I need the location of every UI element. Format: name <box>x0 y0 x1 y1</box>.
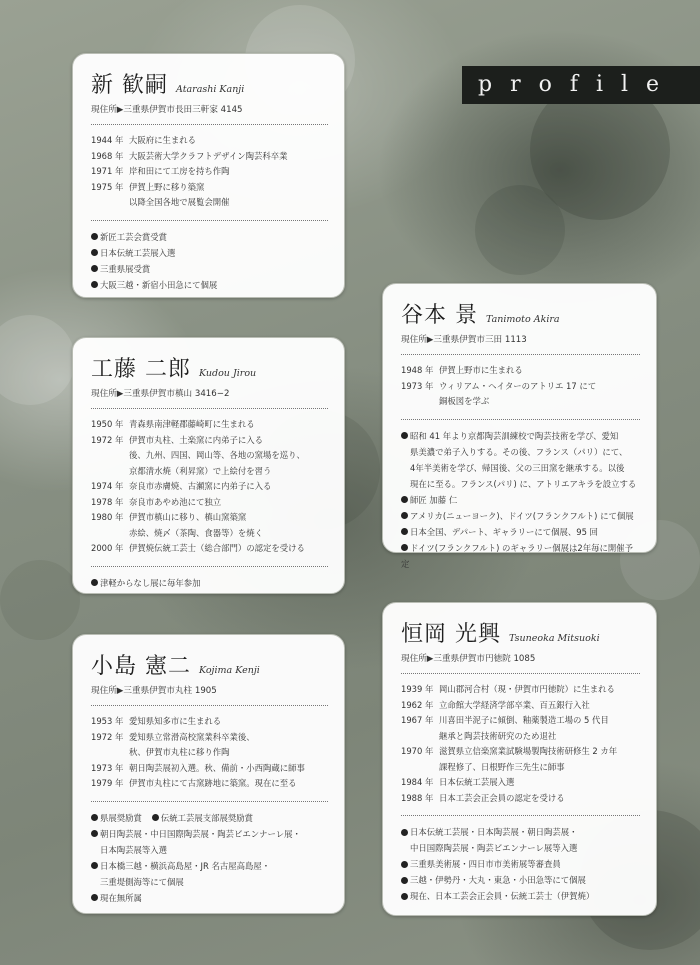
history-row: 1971 年 岸和田にて工房を持ち作陶 <box>91 166 230 176</box>
award-item: 三越・伊勢丹・大丸・東急・小田急等にて個展 <box>401 872 640 888</box>
award-item: 現在、日本工芸会正会員・伝統工芸士（伊賀焼） <box>401 888 640 904</box>
profile-card-tanimoto <box>382 283 657 569</box>
history-row-continued: 以降全国各地で展覧会開催 <box>129 197 230 207</box>
history-row-continued: 継承と陶芸技術研究のため退社 <box>439 730 557 741</box>
history-row-continued: 赤絵、焼〆（茶陶、食器等）を焼く <box>129 527 263 538</box>
dotted-divider <box>91 408 328 409</box>
history-row: 1988 年 日本工芸会正会員の認定を受ける <box>401 792 565 803</box>
history-row-continued: 後、九州、四国、岡山等、各地の窯場を巡り、 <box>129 450 305 460</box>
profile-card-atarashi <box>72 53 345 298</box>
award-item: 新匠工芸会賞受賞 <box>91 229 328 245</box>
artist-address: 現住所▶三重県伊賀市丸柱 1905 <box>91 686 217 696</box>
artist-name: 谷本 景 <box>401 303 478 328</box>
artist-name-roman: Tsuneoka Mitsuoki <box>509 633 600 644</box>
award-item: 日本全国、デパート、ギャラリーにて個展、95 回 <box>401 524 640 540</box>
profile-heading: profile <box>462 66 700 104</box>
dotted-divider <box>91 124 328 125</box>
award-item: 県展奨励賞 伝統工芸展支部展奨励賞 <box>91 810 328 826</box>
award-item: 三重県美術展・四日市市美術展等審査員 <box>401 856 640 872</box>
history-row-continued: 課程修了、日根野作三先生に師事 <box>439 761 565 772</box>
artist-name: 工藤 二郎 <box>91 357 191 382</box>
history-row: 1973 年 朝日陶芸展初入選。秋、備前・小西陶蔵に師事 <box>91 762 305 773</box>
bullet-icon <box>401 893 408 900</box>
profile-card-kojima <box>72 634 345 914</box>
award-item: 昭和 41 年より京都陶芸訓練校で陶芸技術を学び、愛知 <box>401 428 640 444</box>
bullet-icon <box>91 830 98 837</box>
award-item: 師匠 加藤 仁 <box>401 492 640 508</box>
artist-name: 小島 憲二 <box>91 654 191 679</box>
history-row-continued: 銅板図を学ぶ <box>439 396 490 406</box>
bullet-icon <box>401 432 408 439</box>
history-row: 1939 年 岡山郡河合村（現・伊賀市円徳院）に生まれる <box>401 684 615 694</box>
artist-name: 新 歓嗣 <box>91 73 168 98</box>
bullet-icon <box>401 544 408 551</box>
award-item-continued: 現在に至る。フランス(パリ) に、アトリエアキラを設立する <box>410 478 637 489</box>
bullet-icon <box>401 528 408 535</box>
history-row: 1984 年 日本伝統工芸展入選 <box>401 777 515 787</box>
history-row: 1972 年 愛知県立常滑高校窯業科卒業後、 <box>91 731 255 742</box>
award-item: 日本橋三越・横浜高島屋・JR 名古屋高島屋・ <box>91 858 328 874</box>
history-row: 1944 年 大阪府に生まれる <box>91 135 196 145</box>
artist-address: 現住所▶三重県伊賀市円徳院 1085 <box>401 654 536 664</box>
artist-name-roman: Kojima Kenji <box>199 665 260 676</box>
history-row: 1948 年 伊賀上野市に生まれる <box>401 365 523 375</box>
history-row: 1968 年 大阪芸術大学クラフトデザイン陶芸科卒業 <box>91 150 288 161</box>
history-row: 1974 年 奈良市赤膚焼、古瀬窯に内弟子に入る <box>91 481 272 491</box>
bullet-icon <box>401 829 408 836</box>
history-row: 1970 年 滋賀県立信楽窯業試験場製陶技術研修生 2 カ年 <box>401 746 618 756</box>
artist-address: 現住所▶三重県伊賀市三田 1113 <box>401 335 527 345</box>
award-item: ドイツ(フランクフルト) のギャラリー個展は2年毎に開催予定 <box>401 542 633 569</box>
award-item: 日本伝統工芸展・日本陶芸展・朝日陶芸展・ <box>401 824 640 840</box>
award-item: 日本伝統工芸展入選 <box>91 245 328 261</box>
history-row: 1978 年 奈良市あやめ池にて独立 <box>91 496 222 507</box>
profile-card-tsuneoka <box>382 602 657 916</box>
award-item-continued: 県美濃で弟子入りする。その後、フランス（パリ）にて、 <box>410 446 628 457</box>
award-item: 津軽からなし展に毎年参加 <box>91 575 328 591</box>
bullet-icon <box>91 814 98 821</box>
bullet-icon <box>91 894 98 901</box>
dotted-divider <box>401 673 640 674</box>
artist-name-roman: Atarashi Kanji <box>176 84 245 95</box>
dotted-divider <box>91 566 328 567</box>
award-item: 現在無所属 <box>91 890 328 906</box>
bullet-icon <box>152 814 159 821</box>
history-row-continued: 秋、伊賀市丸柱に移り作陶 <box>129 747 230 757</box>
dotted-divider <box>401 354 640 355</box>
bullet-icon <box>91 579 98 586</box>
award-item-continued: 日本陶芸展等入選 <box>100 844 167 855</box>
bullet-icon <box>91 249 98 256</box>
award-item-continued: 中日国際陶芸展・陶芸ビエンナーレ展等入選 <box>410 843 578 853</box>
dotted-divider <box>91 220 328 221</box>
bullet-icon <box>91 265 98 272</box>
artist-address: 現住所▶三重県伊賀市槙山 3416−2 <box>91 389 230 399</box>
artist-name-roman: Kudou Jirou <box>199 368 257 379</box>
bullet-icon <box>401 861 408 868</box>
history-row: 1953 年 愛知県知多市に生まれる <box>91 716 222 726</box>
history-row: 1980 年 伊賀市槙山に移り、槙山窯築窯 <box>91 512 247 522</box>
award-item: 三重県展受賞 <box>91 261 328 277</box>
award-item: 朝日陶芸展・中日国際陶芸展・陶芸ビエンナーレ展・ <box>91 826 328 842</box>
history-row: 1973 年 ウィリアム・ヘイターのアトリエ 17 にて <box>401 380 597 391</box>
history-row-continued: 京都清水焼（利昇窯）で上絵付を習う <box>129 465 272 476</box>
artist-address: 現住所▶三重県伊賀市長田三軒家 4145 <box>91 105 243 115</box>
artist-name-roman: Tanimoto Akira <box>486 314 560 325</box>
dotted-divider <box>91 801 328 802</box>
bullet-icon <box>91 281 98 288</box>
artist-name: 恒岡 光興 <box>401 622 501 647</box>
history-row: 1975 年 伊賀上野に移り築窯 <box>91 181 205 192</box>
history-row: 2000 年 伊賀焼伝統工芸士（総合部門）の認定を受ける <box>91 543 305 553</box>
bullet-icon <box>401 512 408 519</box>
dotted-divider <box>401 815 640 816</box>
award-item: アメリカ(ニューヨーク)、ドイツ(フランクフルト) にて個展 <box>401 508 640 524</box>
history-row: 1979 年 伊賀市丸柱にて古窯跡地に築窯。現在に至る <box>91 778 297 788</box>
award-item-continued: 4年半美術を学び、帰国後、父の三田窯を継承する。以後 <box>410 462 625 473</box>
award-item: 大阪三越・新宿小田急にて個展 <box>91 277 328 293</box>
award-item-continued: 三重堤側海等にて個展 <box>100 876 184 887</box>
bullet-icon <box>401 877 408 884</box>
profile-card-kudou <box>72 337 345 594</box>
dotted-divider <box>401 419 640 420</box>
bullet-icon <box>91 862 98 869</box>
bullet-icon <box>91 233 98 240</box>
history-row: 1962 年 立命館大学経済学部卒業、百五銀行入社 <box>401 699 590 710</box>
history-row: 1967 年 川喜田半泥子に傾倒、釉薬製造工場の 5 代目 <box>401 715 609 725</box>
bullet-icon <box>401 496 408 503</box>
dotted-divider <box>91 705 328 706</box>
history-row: 1972 年 伊賀市丸柱、土楽窯に内弟子に入る <box>91 434 263 445</box>
history-row: 1950 年 青森県南津軽郡藤崎町に生まれる <box>91 419 255 429</box>
